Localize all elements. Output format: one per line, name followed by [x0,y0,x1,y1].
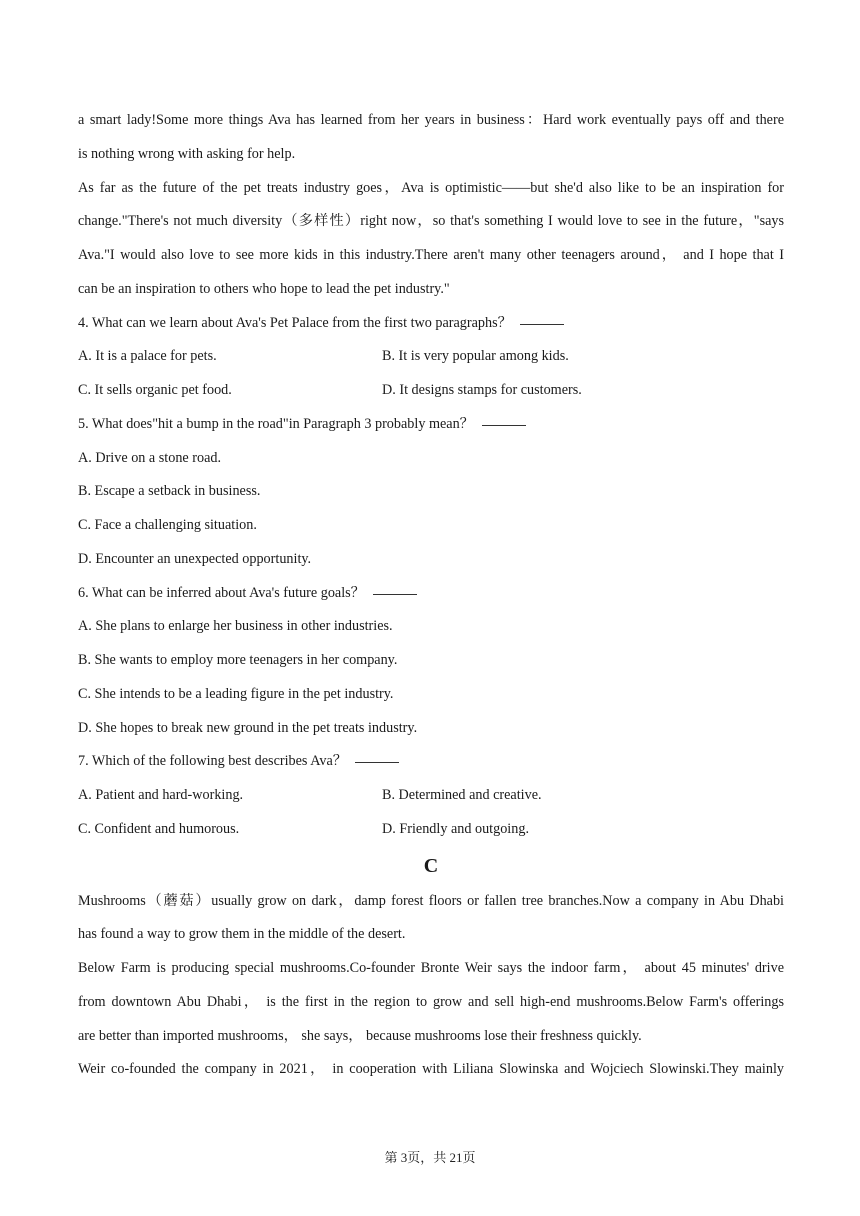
option-a: A. She plans to enlarge her business in other industries. [78,618,393,635]
passage-line: has found a way to grow them in the middle of the desert. [78,926,406,943]
options-row [78,813,784,847]
question-stem: 5. What does"hit a bump in the road"in Paragraph 3 probably mean？ [78,415,474,432]
options-row [78,374,784,408]
question-7 [78,745,784,779]
option-c: C. Face a challenging situation. [78,517,257,533]
question-4 [78,307,784,341]
passage-line: Weir co-founded the company in 2021， in cooperation with Liliana Slowinska and Wojciech Slowinski.They mainly [78,1061,784,1078]
option-a: A. It is a palace for pets. [78,348,217,365]
option-c: C. Confident and humorous. [78,820,240,837]
option-c: C. It sells organic pet food. [78,382,232,398]
option-c: C. She intends to be a leading figure in the pet industry. [78,685,394,702]
passage-line: As far as the future of the pet treats industry goes，Ava is optimistic——but she'd also like to be an inspiration for [78,179,784,196]
option-a: A. Patient and hard-working. [78,787,244,803]
option-b: B. She wants to employ more teenagers in her company. [78,652,398,668]
answer-blank[interactable] [355,761,399,763]
passage-line: Below Farm is producing special mushrooms.Co-founder Bronte Weir says the indoor farm， about 45 minutes' drive [78,960,784,976]
option-b: B. Escape a setback in business. [78,483,261,500]
page-number-footer: 第 3页，共 21页 [384,1150,476,1165]
answer-blank[interactable] [373,593,417,595]
passage-line: from downtown Abu Dhabi， is the first in the region to grow and sell high-end mushrooms.Below Farm's offerings [78,993,784,1010]
option-d: D. Encounter an unexpected opportunity. [78,550,312,567]
question-6 [78,577,784,611]
passage-line: change."There's not much diversity（多样性）right now，so that's something I would love to see in the future，"says [78,213,784,230]
passage-line: is nothing wrong with asking for help. [78,145,296,162]
option-d: D. She hopes to break new ground in the pet treats industry. [78,719,418,736]
option-d: D. It designs stamps for customers. [382,382,582,398]
question-stem: 6. What can be inferred about Ava's future goals？ [78,584,365,601]
question-stem: 7. Which of the following best describes Ava？ [78,753,347,770]
options-row [78,779,784,813]
option-b: B. Determined and creative. [382,787,542,803]
section-heading: C [423,854,439,877]
passage-line: are better than imported mushrooms， she says， because mushrooms lose their freshness quickly. [78,1027,642,1044]
question-5 [78,408,784,442]
question-stem: 4. What can we learn about Ava's Pet Palace from the first two paragraphs？ [78,314,512,331]
answer-blank[interactable] [520,323,564,325]
option-b: B. It is very popular among kids. [382,348,569,365]
passage-line: Mushrooms（蘑菇）usually grow on dark，damp forest floors or fallen tree branches.Now a company in Abu Dhabi [78,892,784,909]
option-d: D. Friendly and outgoing. [382,820,529,837]
options-row [78,340,784,374]
answer-blank[interactable] [482,424,526,426]
passage-line: can be an inspiration to others who hope to lead the pet industry." [78,280,450,297]
passage-line: Ava."I would also love to see more kids in this industry.There aren't many other teenagers around， and I hope that I [78,247,784,263]
option-a: A. Drive on a stone road. [78,449,222,466]
passage-line: a smart lady!Some more things Ava has learned from her years in business：Hard work eventually pays off and there [78,112,784,128]
page-content [78,104,784,1087]
